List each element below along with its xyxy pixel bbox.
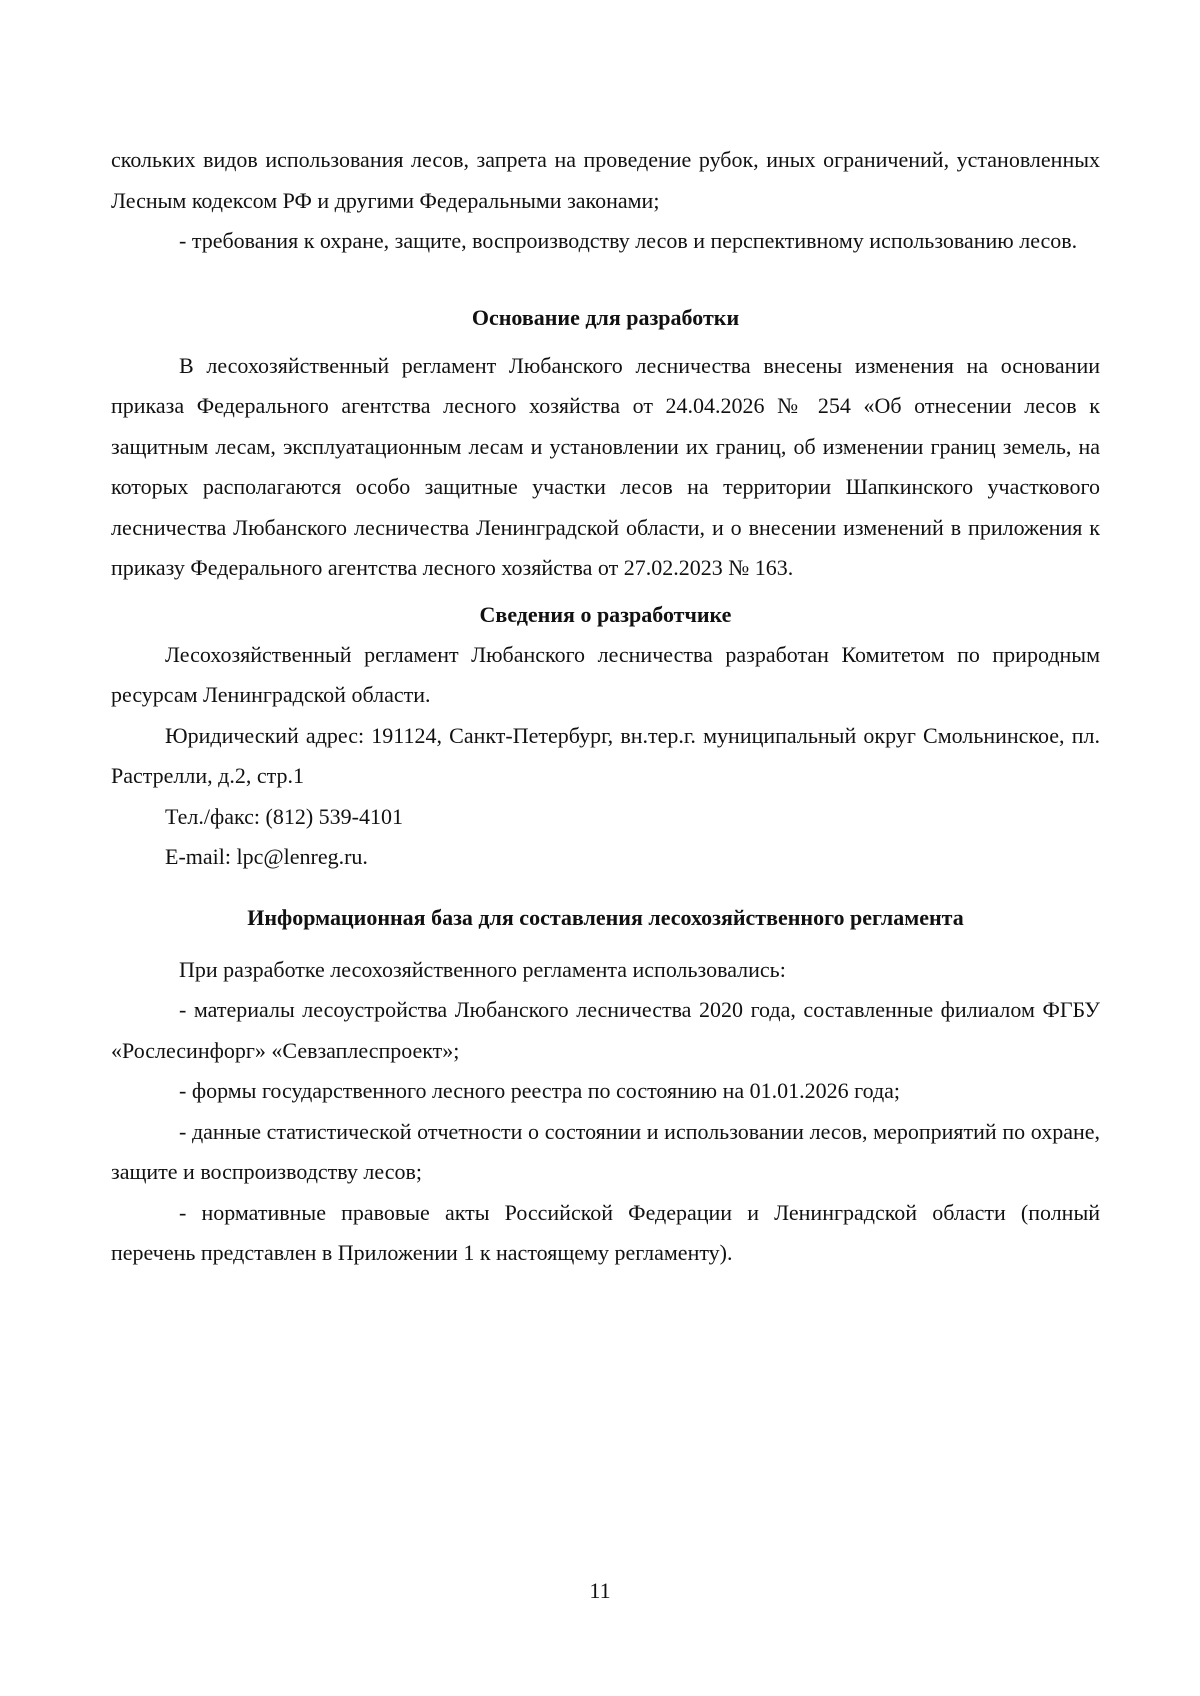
page-number: 11 [589,1578,611,1603]
infobaza-item: - нормативные правовые акты Российской Федерации и Ленинградской области (полный перечень представлен в Приложении 1 к настоящему регламенту). [111,1199,1100,1265]
intro-paragraph-continuation: скольких видов использования лесов, запрета на проведение рубок, иных ограничений, установленных Лесным кодексом РФ и другими Федеральными законами; [111,147,1100,213]
infobaza-intro: При разработке лесохозяйственного регламента использовались: [179,956,786,982]
heading-infobaza: Информационная база для составления лесохозяйственного регламента [247,904,964,930]
infobaza-item: - материалы лесоустройства Любанского лесничества 2020 года, составленные филиалом ФГБУ «Рослесинфорг» «Севзаплеспроект»; [111,997,1100,1063]
infobaza-item: - формы государственного лесного реестра по состоянию на 01.01.2026 года; [179,1078,901,1103]
page-content [111,140,1100,1274]
phone-fax: Тел./факс: (812) 539-4101 [165,803,403,829]
svedenia-paragraph: Лесохозяйственный регламент Любанского лесничества разработан Комитетом по природным ресурсам Ленинградской области. [111,641,1100,707]
heading-osnovanie: Основание для разработки [471,304,740,330]
email-address: E-mail: lpc@lenreg.ru. [165,844,368,869]
intro-paragraph-requirements: - требования к охране, защите, воспроизводству лесов и перспективному использованию лесов. [179,228,1078,253]
infobaza-item: - данные статистической отчетности о состоянии и использовании лесов, мероприятий по охране, защите и воспроизводству лесов; [111,1118,1100,1184]
heading-svedenia: Сведения о разработчике [479,601,732,627]
legal-address: Юридический адрес: 191124, Санкт-Петербург, вн.тер.г. муниципальный округ Смольнинское, пл. Растрелли, д.2, стр.1 [111,722,1100,788]
osnovanie-paragraph: В лесохозяйственный регламент Любанского лесничества внесены изменения на основании приказа Федерального агентства лесного хозяйства от 24.04.2026 № 254 «Об отнесении лесов к защитным лесам, эксплуатационным лесам и установлении их границ, об изменении границ земель, на которых располагаются особо защитные участки лесов на территории Шапкинского участкового лесничества Любанского лесничества Ленинградской области, и о внесении изменений в приложения к приказу Федерального агентства лесного хозяйства от 27.02.2023 № 163. [111,352,1100,580]
